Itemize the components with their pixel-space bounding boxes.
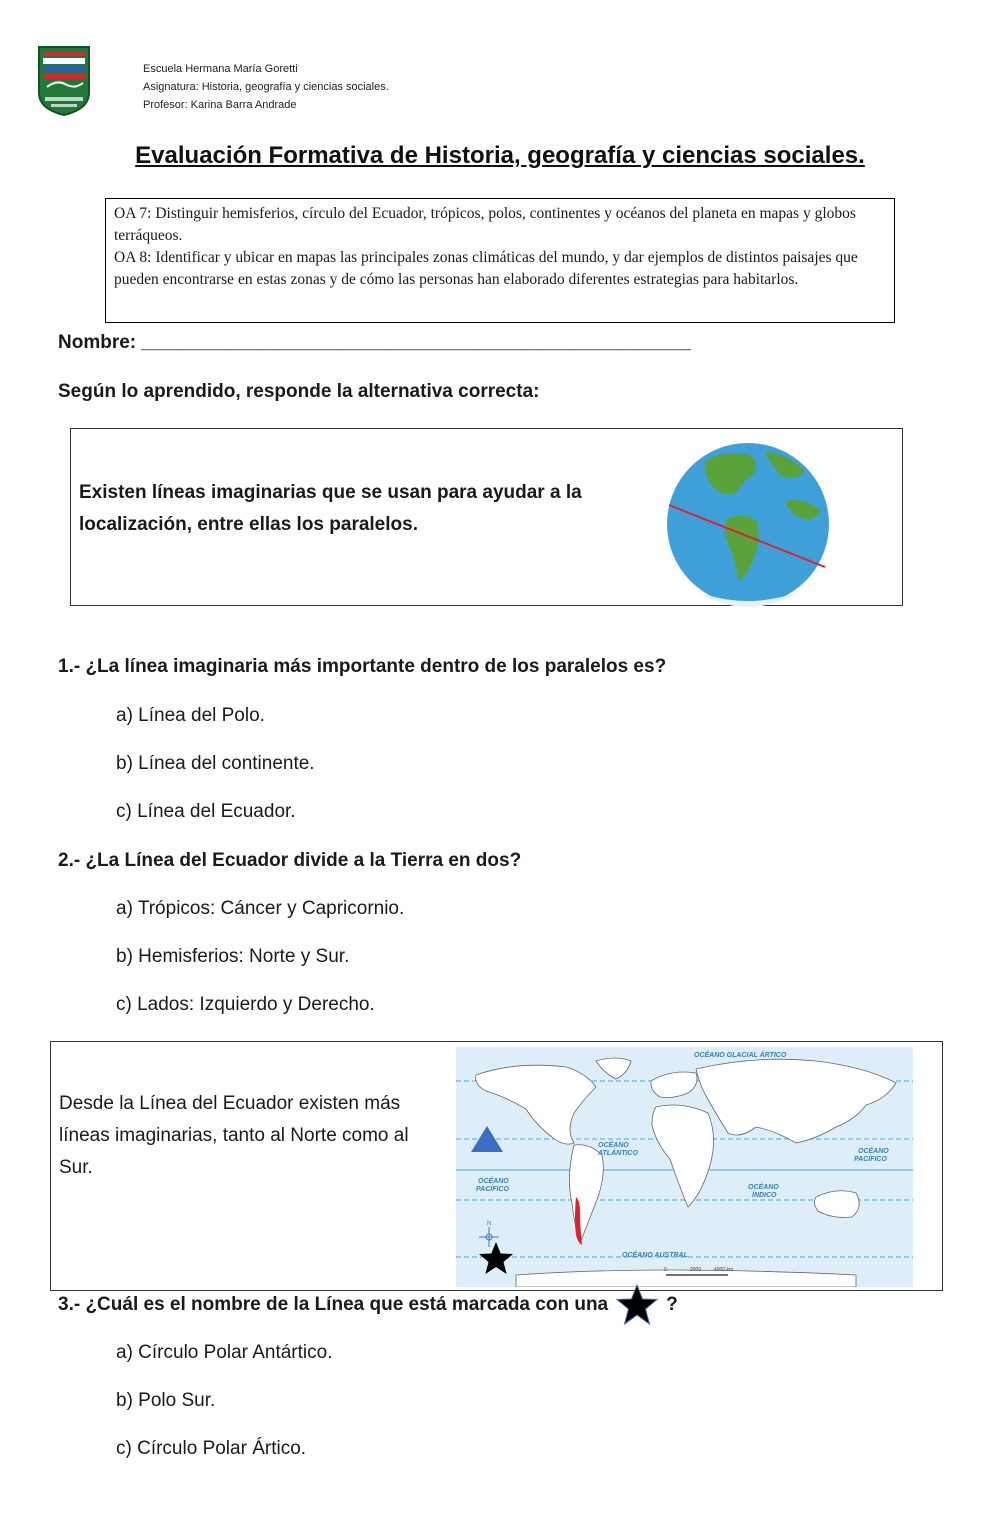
globe-equator-image — [665, 441, 831, 607]
question-3-text: 3.- ¿Cuál es el nombre de la Línea que está marcada con una — [58, 1294, 609, 1315]
q2-option-c[interactable]: c) Lados: Izquierdo y Derecho. — [116, 994, 375, 1015]
label-pacific-east-2: PACÍFICO — [854, 1156, 887, 1163]
svg-text:2000: 2000 — [690, 1267, 702, 1273]
label-indian-2: ÍNDICO — [752, 1192, 777, 1199]
question-1: 1.- ¿La línea imaginaria más importante dentro de los paralelos es? — [58, 656, 667, 677]
q3-option-c[interactable]: c) Círculo Polar Ártico. — [116, 1438, 307, 1459]
label-austral: OCÉANO AUSTRAL — [622, 1252, 688, 1259]
question-3-mark: ? — [666, 1294, 678, 1315]
instruction: Según lo aprendido, responde la alternativa correcta: — [58, 381, 540, 402]
label-pacific-east-1: OCÉANO — [858, 1148, 889, 1155]
school-header — [143, 60, 389, 114]
school-name: Escuela Hermana María Goretti — [143, 63, 298, 75]
name-field[interactable]: Nombre: ____________________________________________________ — [58, 332, 691, 353]
objective-oa7: OA 7: Distinguir hemisferios, círculo del Ecuador, trópicos, polos, continentes y océanos del planeta en mapas y globos terráqueos. — [114, 205, 856, 244]
info-text-paralelos: Existen líneas imaginarias que se usan para ayudar a la localización, entre ellas los paralelos. — [79, 482, 582, 535]
objective-oa8: OA 8: Identificar y ubicar en mapas las principales zonas climáticas del mundo, y dar ejemplos de distintos paisajes que pueden encontrarse en estas zonas y de cómo las personas han elaborado diferentes estrategias para habitarlos. — [114, 249, 858, 288]
svg-text:N: N — [487, 1221, 492, 1227]
q1-option-b[interactable]: b) Línea del continente. — [116, 753, 315, 774]
svg-text:0: 0 — [664, 1267, 667, 1273]
world-map-image — [456, 1047, 913, 1287]
label-indian-1: OCÉANO — [748, 1184, 779, 1191]
label-atlantic-2: ATLÁNTICO — [598, 1150, 638, 1157]
q3-option-b[interactable]: b) Polo Sur. — [116, 1390, 216, 1411]
question-3 — [58, 1284, 678, 1326]
q3-option-a[interactable]: a) Círculo Polar Antártico. — [116, 1342, 333, 1363]
label-arctic: OCÉANO GLACIAL ÁRTICO — [694, 1052, 787, 1059]
info-box-lineas — [50, 1041, 943, 1291]
q2-option-b[interactable]: b) Hemisferios: Norte y Sur. — [116, 946, 350, 967]
teacher-line: Profesor: Karina Barra Andrade — [143, 99, 297, 111]
q1-option-c[interactable]: c) Línea del Ecuador. — [116, 801, 296, 822]
subject-line: Asignatura: Historia, geografía y ciencias sociales. — [143, 81, 389, 93]
star-icon — [614, 1284, 660, 1326]
page-title: Evaluación Formativa de Historia, geografía y ciencias sociales. — [135, 142, 865, 169]
learning-objectives-box — [105, 198, 895, 323]
question-2: 2.- ¿La Línea del Ecuador divide a la Tierra en dos? — [58, 850, 522, 871]
label-pacific-west-1: OCÉANO — [478, 1178, 509, 1185]
label-atlantic-1: OCÉANO — [598, 1142, 629, 1149]
q2-option-a[interactable]: a) Trópicos: Cáncer y Capricornio. — [116, 898, 405, 919]
q1-option-a[interactable]: a) Línea del Polo. — [116, 705, 265, 726]
info-text-lineas: Desde la Línea del Ecuador existen más líneas imaginarias, tanto al Norte como al Sur. — [59, 1093, 409, 1178]
label-pacific-west-2: PACÍFICO — [476, 1186, 509, 1193]
svg-text:4000 km: 4000 km — [714, 1267, 734, 1273]
school-logo — [37, 45, 91, 117]
info-box-paralelos — [70, 428, 903, 606]
